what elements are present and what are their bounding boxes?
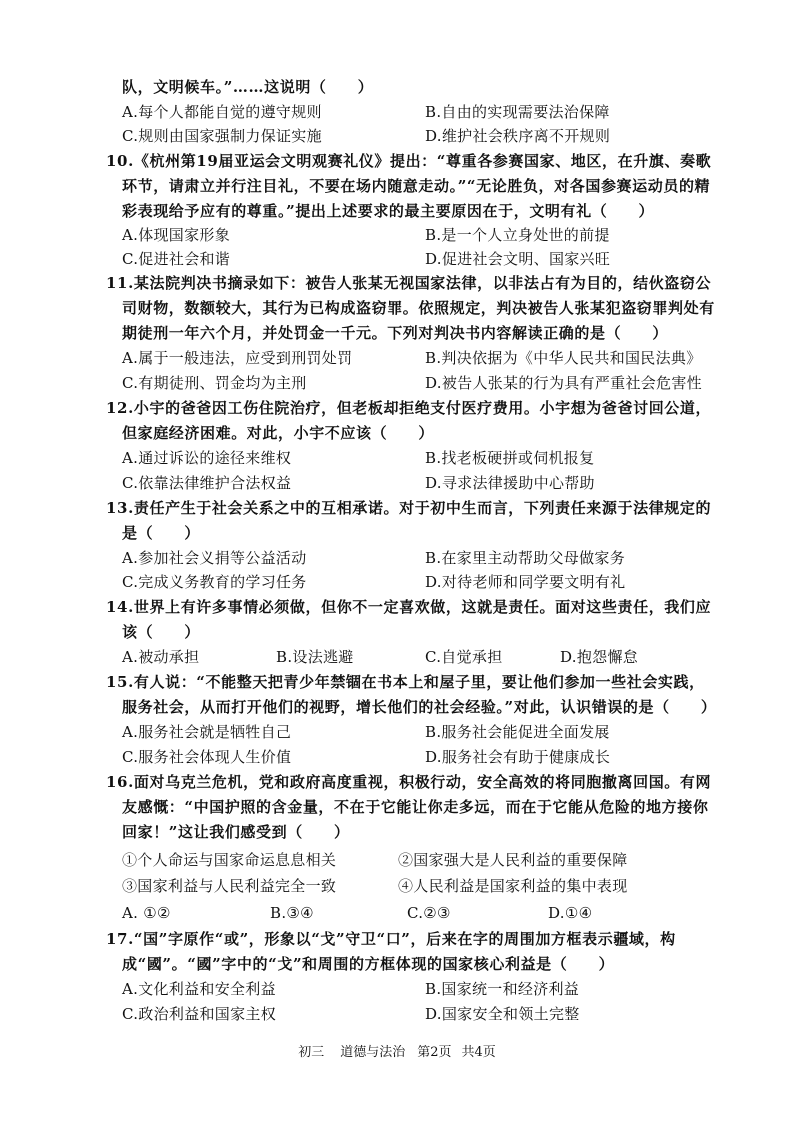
q14-option-c: C.自觉承担 <box>425 648 503 666</box>
q17-option-b: B.国家统一和经济利益 <box>425 980 580 998</box>
q12-option-b: B.找老板硬拼或伺机报复 <box>425 449 595 467</box>
q15-stem-line-2: 服务社会，从而打开他们的视野，增长他们的社会经验。”对此，认识错误的是（ ） <box>122 698 717 716</box>
footer-page-number: 第2页 <box>417 1045 452 1060</box>
q17-option-c: C.政治利益和国家主权 <box>122 1005 277 1023</box>
q13-option-c: C.完成义务教育的学习任务 <box>122 573 307 591</box>
footer-grade: 初三 <box>298 1045 325 1060</box>
q16-option-c: C.②③ <box>407 904 451 922</box>
q16-statement-1: ①个人命运与国家命运息息相关 <box>122 851 337 869</box>
q11-option-c: C.有期徒刑、罚金均为主刑 <box>122 374 307 392</box>
q12-stem-line-2: 但家庭经济困难。对此，小宇不应该（ ） <box>122 424 435 442</box>
q14-option-b: B.设法逃避 <box>276 648 354 666</box>
q11-stem-line-2: 司财物，数额较大，其行为已构成盗窃罪。依照规定，判决被告人张某犯盗窃罪判处有 <box>122 299 715 317</box>
q9-option-c: C.规则由国家强制力保证实施 <box>122 127 322 145</box>
q16-statement-4: ④人民利益是国家利益的集中表现 <box>398 877 628 895</box>
q16-statement-2: ②国家强大是人民利益的重要保障 <box>398 851 628 869</box>
q16-statement-3: ③国家利益与人民利益完全一致 <box>122 877 337 895</box>
q13-option-a: A.参加社会义捐等公益活动 <box>122 549 307 567</box>
q10-option-b: B.是一个人立身处世的前提 <box>425 226 610 244</box>
q11-option-a: A.属于一般违法，应受到刑罚处罚 <box>122 349 353 367</box>
q14-stem-line-2: 该（ ） <box>122 623 201 641</box>
q16-stem-line-2: 友感慨：“中国护照的含金量，不在于它能让你走多远，而在于它能从危险的地方接你 <box>122 798 709 816</box>
q9-option-b: B.自由的实现需要法治保障 <box>425 103 610 121</box>
q15-option-b: B.服务社会能促进全面发展 <box>425 723 610 741</box>
q11-stem-line-1: 11.某法院判决书摘录如下：被告人张某无视国家法律，以非法占有为目的，结伙盗窃公 <box>106 274 712 292</box>
q10-stem-line-1: 10.《杭州第19届亚运会文明观赛礼仪》提出：“尊重各参赛国家、地区，在升旗、奏歌 <box>106 152 712 170</box>
footer-total-pages: 共4页 <box>461 1045 496 1060</box>
q12-option-d: D.寻求法律援助中心帮助 <box>425 474 595 492</box>
q16-option-b: B.③④ <box>270 904 314 922</box>
footer-subject: 道德与法治 <box>340 1045 406 1060</box>
q13-stem-line-1: 13.责任产生于社会关系之中的互相承诺。对于初中生而言，下列责任来源于法律规定的 <box>106 499 712 517</box>
q10-option-d: D.促进社会文明、国家兴旺 <box>425 250 611 268</box>
q17-option-a: A.文化利益和安全利益 <box>122 980 276 998</box>
q11-option-b: B.判决依据为《中华人民共和国民法典》 <box>425 349 702 367</box>
q10-option-a: A.体现国家形象 <box>122 226 231 244</box>
q12-option-a: A.通过诉讼的途径来维权 <box>122 449 292 467</box>
q17-option-d: D.国家安全和领土完整 <box>425 1005 580 1023</box>
q11-stem-line-3: 期徒刑一年六个月，并处罚金一千元。下列对判决书内容解读正确的是（ ） <box>122 324 669 342</box>
q12-stem-line-1: 12.小宇的爸爸因工伤住院治疗，但老板却拒绝支付医疗费用。小宇想为爸爸讨回公道， <box>106 399 712 417</box>
q13-option-d: D.对待老师和同学要文明有礼 <box>425 573 626 591</box>
q9-option-d: D.维护社会秩序离不开规则 <box>425 127 611 145</box>
q12-option-c: C.依靠法律维护合法权益 <box>122 474 292 492</box>
q16-stem-line-1: 16.面对乌克兰危机，党和政府高度重视，积极行动，安全高效的将同胞撤离回国。有网 <box>106 773 712 791</box>
q15-option-d: D.服务社会有助于健康成长 <box>425 748 611 766</box>
q9-stem-tail: 队，文明候车。”……这说明（ ） <box>122 78 374 96</box>
q10-stem-line-3: 彩表现给予应有的尊重。”提出上述要求的最主要原因在于，文明有礼（ ） <box>122 202 655 220</box>
q17-stem-line-2: 成“國”。“國”字中的“戈”和周围的方框体现的国家核心利益是（ ） <box>122 955 615 973</box>
q14-stem-line-1: 14.世界上有许多事情必须做，但你不一定喜欢做，这就是责任。面对这些责任，我们应 <box>106 598 712 616</box>
q13-option-b: B.在家里主动帮助父母做家务 <box>425 549 625 567</box>
page-footer <box>0 1041 794 1060</box>
q13-stem-line-2: 是（ ） <box>122 524 201 542</box>
q15-option-c: C.服务社会体现人生价值 <box>122 748 292 766</box>
q9-option-a: A.每个人都能自觉的遵守规则 <box>122 103 322 121</box>
q10-option-c: C.促进社会和谐 <box>122 250 231 268</box>
q17-stem-line-1: 17.“国”字原作“或”，形象以“戈”守卫“口”，后来在字的周围加方框表示疆域，构 <box>106 930 676 948</box>
q15-option-a: A.服务社会就是牺牲自己 <box>122 723 292 741</box>
q11-option-d: D.被告人张某的行为具有严重社会危害性 <box>425 374 702 392</box>
q16-option-a: A. ①② <box>122 904 171 922</box>
q16-stem-line-3: 回家！”这让我们感受到（ ） <box>122 823 350 841</box>
q10-stem-line-2: 环节，请肃立并行注目礼，不要在场内随意走动。”“无论胜负，对各国参赛运动员的精 <box>122 177 711 195</box>
q16-option-d: D.①④ <box>548 904 593 922</box>
q14-option-d: D.抱怨懈怠 <box>560 648 639 666</box>
q14-option-a: A.被动承担 <box>122 648 200 666</box>
q15-stem-line-1: 15.有人说：“不能整天把青少年禁锢在书本上和屋子里，要让他们参加一些社会实践， <box>106 673 705 691</box>
